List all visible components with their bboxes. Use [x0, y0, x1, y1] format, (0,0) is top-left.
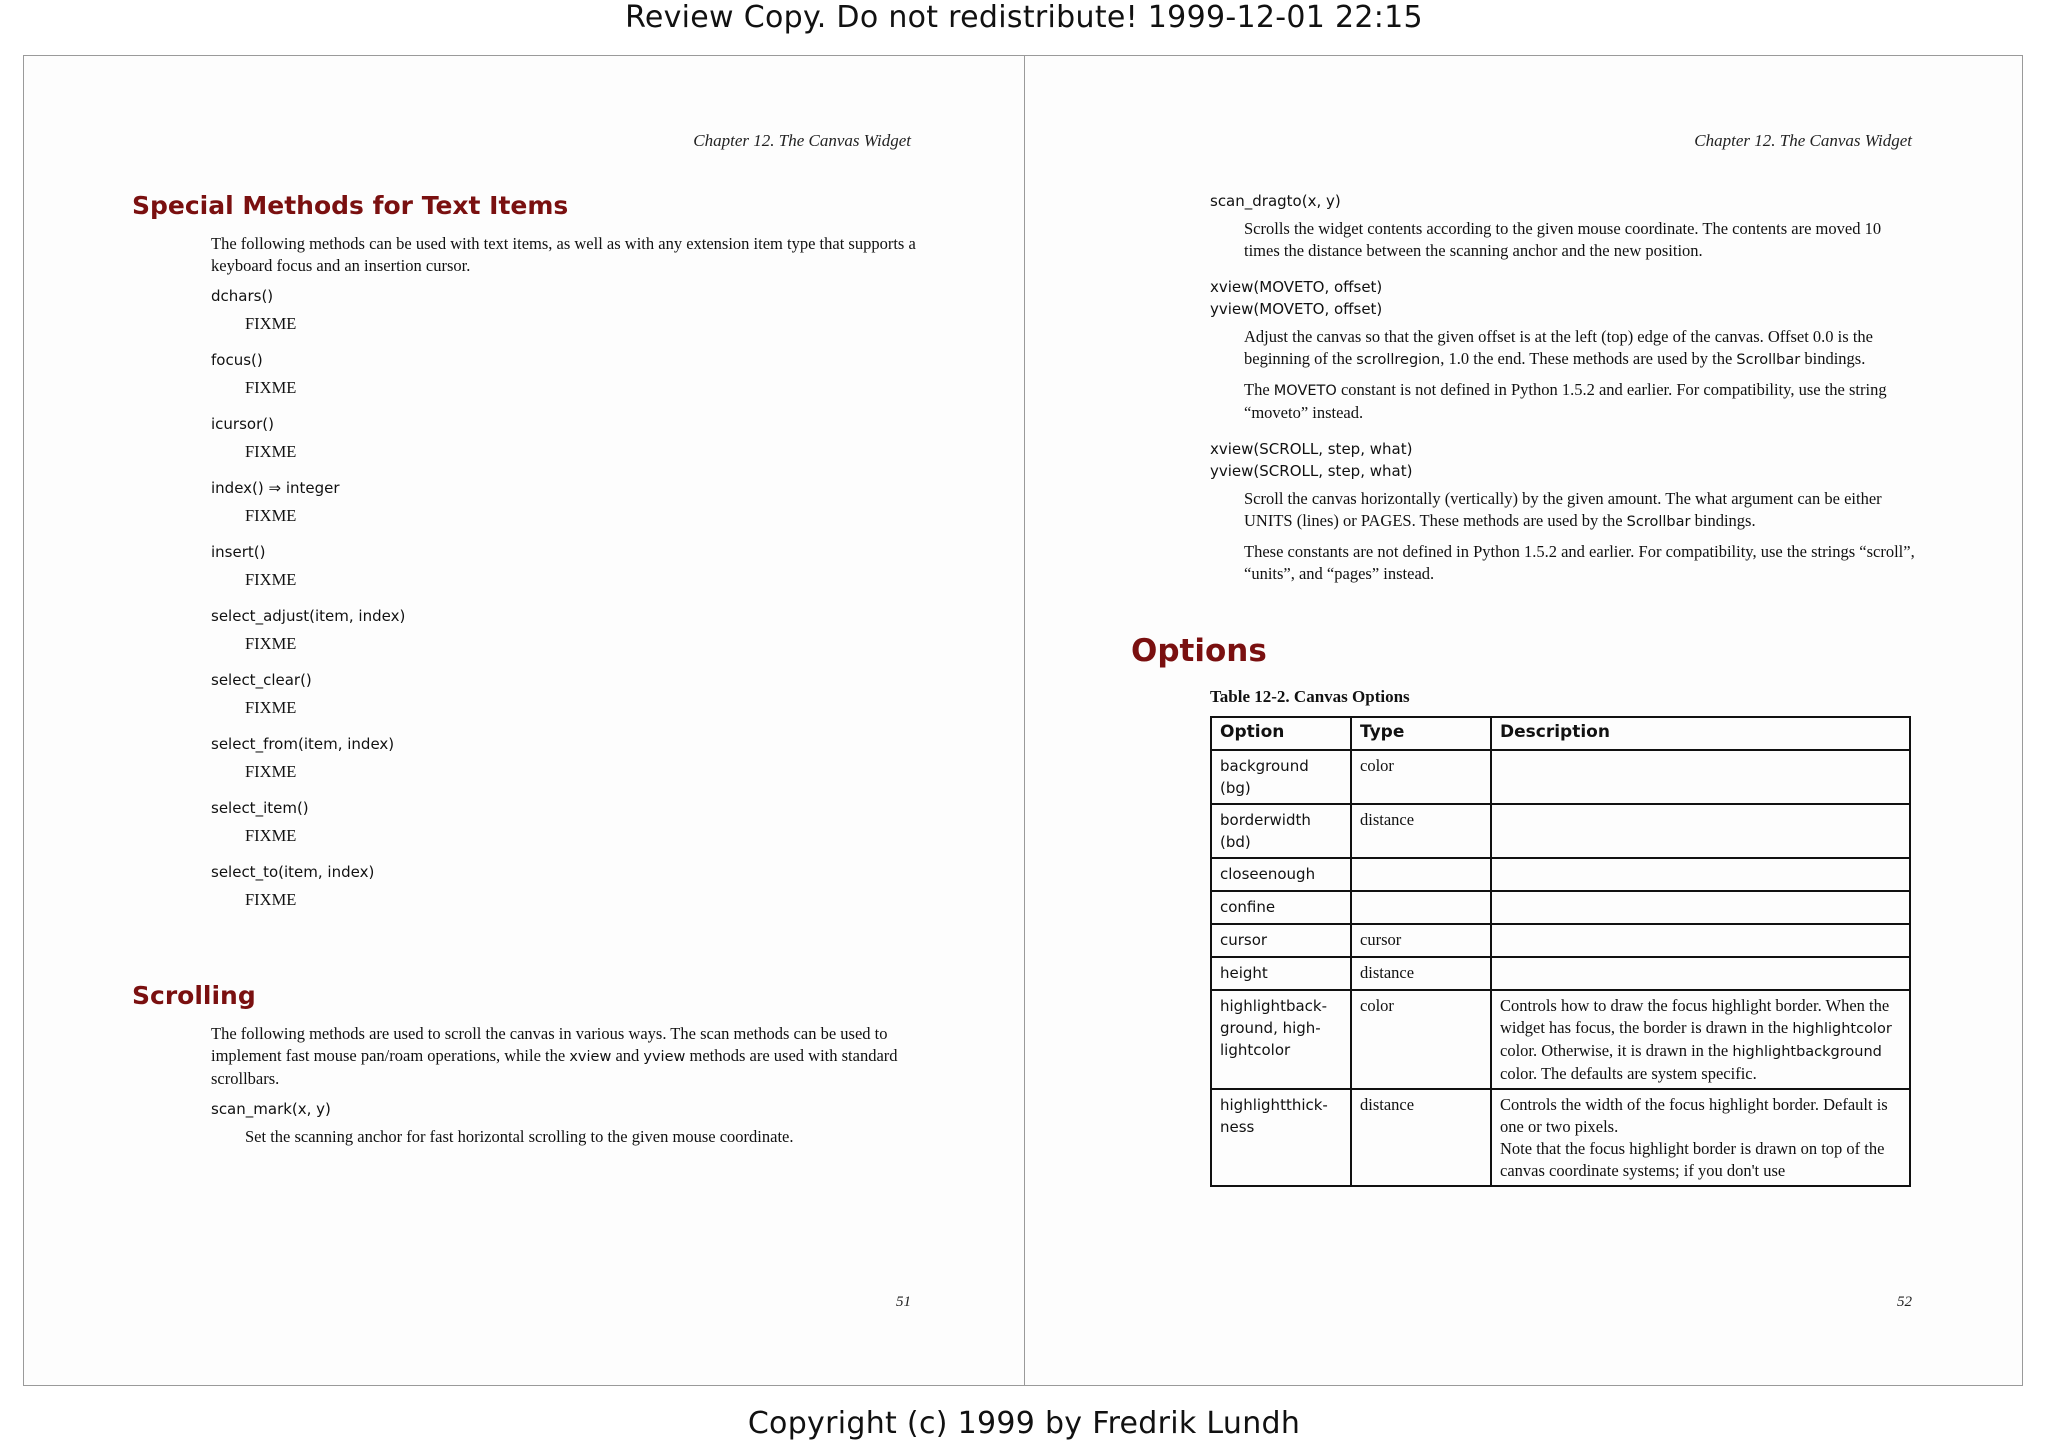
method-entry [211, 349, 931, 399]
method-signature: select_clear() [211, 671, 312, 689]
description-cell [1491, 804, 1910, 858]
code-scrollregion: scrollregion [1356, 352, 1441, 368]
method-signature: select_to(item, index) [211, 863, 375, 881]
scroll-paragraph-1 [1244, 488, 1915, 533]
method-entry-moveto [1210, 276, 1915, 424]
left-page [24, 56, 1024, 1385]
scroll-methods-body [1210, 190, 1915, 599]
method-signature: scan_dragto(x, y) [1210, 192, 1341, 210]
method-signature: focus() [211, 351, 263, 369]
code-yview: yview [643, 1049, 686, 1065]
scrolling-body [211, 1023, 911, 1162]
option-line: ground, high- [1220, 1019, 1321, 1037]
table-caption: Table 12-2. Canvas Options [1210, 687, 1410, 706]
method-description: FIXME [245, 890, 297, 909]
running-head: Chapter 12. The Canvas Widget [693, 131, 911, 150]
text: constant is not defined in Python 1.5.2 and earlier. For compatibility, use the string “moveto” instead. [1244, 380, 1887, 422]
option-line: highlightthick- [1220, 1096, 1328, 1114]
copyright-banner: Copyright (c) 1999 by Fredrik Lundh [747, 1406, 1301, 1441]
method-description: Set the scanning anchor for fast horizontal scrolling to the given mouse coordinate. [245, 1127, 794, 1146]
description-cell [1491, 957, 1910, 990]
method-description: FIXME [245, 762, 297, 781]
method-description [1244, 326, 1915, 424]
text: bindings. [1804, 349, 1866, 368]
method-entry [211, 733, 931, 783]
table-body [1211, 750, 1910, 1186]
special-methods-body [211, 233, 931, 925]
type-cell: distance [1351, 957, 1491, 990]
page-number: 51 [896, 1294, 911, 1310]
review-copy-banner: Review Copy. Do not redistribute! 1999-12-01 22:15 [625, 0, 1423, 35]
column-header: Option [1211, 717, 1351, 750]
description-cell [1491, 750, 1910, 804]
method-description: Scrolls the widget contents according to the given mouse coordinate. The contents are moved 10 times the distance between the scanning anchor and the new position. [1244, 219, 1882, 260]
method-entry [211, 541, 931, 591]
moveto-paragraph-2 [1244, 379, 1915, 424]
code-scrollbar: Scrollbar [1736, 352, 1801, 368]
text: , 1.0 the end. These methods are used by the [1440, 349, 1733, 368]
column-header: Description [1491, 717, 1910, 750]
option-cell: closeenough [1211, 858, 1351, 891]
text: color. The defaults are system specific. [1500, 1064, 1757, 1083]
option-line: lightcolor [1220, 1041, 1291, 1059]
method-signature: xview(SCROLL, step, what) [1210, 440, 1413, 458]
text: Adjust the canvas so that the given offset is at the left (top) edge of the canvas. Offset 0.0 is the beginning of the [1244, 327, 1873, 368]
option-cell: borderwidth (bd) [1211, 804, 1351, 858]
method-entry [211, 413, 931, 463]
column-header: Type [1351, 717, 1491, 750]
scrolling-intro-and: and [615, 1046, 640, 1065]
method-entry [211, 285, 931, 335]
table-header-row [1211, 717, 1910, 750]
table-row [1211, 1089, 1910, 1186]
table-row [1211, 924, 1910, 957]
method-signature: select_adjust(item, index) [211, 607, 406, 625]
table-row [1211, 804, 1910, 858]
method-entry [211, 669, 931, 719]
method-description: FIXME [245, 634, 297, 653]
text: Scroll the canvas horizontally (vertically) by the given amount. The what argument can be either UNITS (lines) or PAGES. These methods are used by the [1244, 489, 1882, 530]
method-description: FIXME [245, 314, 297, 333]
text: bindings. [1694, 511, 1756, 530]
scrolling-intro-end: methods are used with standard scrollbars. [211, 1046, 898, 1088]
description-cell [1491, 990, 1910, 1089]
method-signature: index() ⇒ integer [211, 479, 340, 497]
description-cell [1491, 858, 1910, 891]
table-row [1211, 891, 1910, 924]
scrolling-intro [211, 1023, 911, 1090]
option-cell: cursor [1211, 924, 1351, 957]
text: The [1244, 380, 1270, 399]
code-text: highlightcolor [1792, 1021, 1892, 1037]
section-title-options: Options [1131, 633, 1267, 669]
text: color. Otherwise, it is drawn in the [1500, 1041, 1729, 1060]
method-entry-scroll [1210, 438, 1915, 585]
method-description: FIXME [245, 442, 297, 461]
option-cell [1211, 990, 1351, 1089]
canvas-options-table [1210, 716, 1911, 1187]
option-line: ness [1220, 1118, 1255, 1136]
method-description: FIXME [245, 826, 297, 845]
type-cell [1351, 891, 1491, 924]
method-entry-scan-mark [211, 1098, 911, 1148]
option-cell: confine [1211, 891, 1351, 924]
method-entry-scan-dragto [1210, 190, 1915, 262]
description-cell [1491, 924, 1910, 957]
running-head: Chapter 12. The Canvas Widget [1694, 131, 1912, 150]
description-cell [1491, 1089, 1910, 1186]
option-line: highlightback- [1220, 997, 1328, 1015]
description-line: Controls the width of the focus highlight border. Default is one or two pixels. [1500, 1095, 1888, 1136]
method-entry [211, 605, 931, 655]
method-description: FIXME [245, 506, 297, 525]
method-signature: select_from(item, index) [211, 735, 395, 753]
right-page [1025, 56, 2025, 1385]
code-xview: xview [569, 1049, 612, 1065]
code-text: highlightbackground [1732, 1044, 1882, 1060]
method-signature: xview(MOVETO, offset) [1210, 278, 1383, 296]
method-description: FIXME [245, 698, 297, 717]
scrolling-intro-text: The following methods are used to scroll the canvas in various ways. The scan methods can be used to implement fast mouse pan/roam operations, while the [211, 1024, 888, 1065]
type-cell: cursor [1351, 924, 1491, 957]
section-title-special-methods: Special Methods for Text Items [132, 191, 569, 220]
scroll-paragraph-2: These constants are not defined in Python 1.5.2 and earlier. For compatibility, use the strings “scroll”, “units”, and “pages” instead. [1244, 542, 1915, 583]
method-signature: insert() [211, 543, 266, 561]
table-row [1211, 750, 1910, 804]
method-entry [211, 861, 931, 911]
method-description: FIXME [245, 378, 297, 397]
type-cell: color [1351, 990, 1491, 1089]
type-cell: distance [1351, 1089, 1491, 1186]
code-scrollbar: Scrollbar [1626, 514, 1691, 530]
method-list [211, 285, 931, 911]
method-description [1244, 488, 1915, 585]
code-moveto: MOVETO [1273, 383, 1337, 399]
method-signature: scan_mark(x, y) [211, 1100, 331, 1118]
method-signature: yview(SCROLL, step, what) [1210, 462, 1413, 480]
moveto-paragraph-1 [1244, 326, 1915, 371]
description-line: Note that the focus highlight border is drawn on top of the canvas coordinate systems; if you don't use [1500, 1139, 1885, 1180]
method-signature: yview(MOVETO, offset) [1210, 300, 1383, 318]
section-title-scrolling: Scrolling [132, 981, 256, 1010]
page-number: 52 [1897, 1294, 1912, 1310]
method-signature: dchars() [211, 287, 274, 305]
special-methods-intro: The following methods can be used with text items, as well as with any extension item type that supports a keyboard focus and an insertion cursor. [211, 234, 916, 275]
table-row [1211, 957, 1910, 990]
method-signature: icursor() [211, 415, 274, 433]
table-row [1211, 990, 1910, 1089]
method-signature: select_item() [211, 799, 309, 817]
type-cell [1351, 858, 1491, 891]
type-cell: distance [1351, 804, 1491, 858]
method-description: FIXME [245, 570, 297, 589]
text: Controls how to draw the focus highlight border. When the widget has focus, the border is drawn in the [1500, 996, 1890, 1037]
table-row [1211, 858, 1910, 891]
type-cell: color [1351, 750, 1491, 804]
option-cell: background (bg) [1211, 750, 1351, 804]
method-entry [211, 797, 931, 847]
option-cell: height [1211, 957, 1351, 990]
book-spread [23, 55, 2023, 1386]
method-entry [211, 477, 931, 527]
description-cell [1491, 891, 1910, 924]
option-cell [1211, 1089, 1351, 1186]
